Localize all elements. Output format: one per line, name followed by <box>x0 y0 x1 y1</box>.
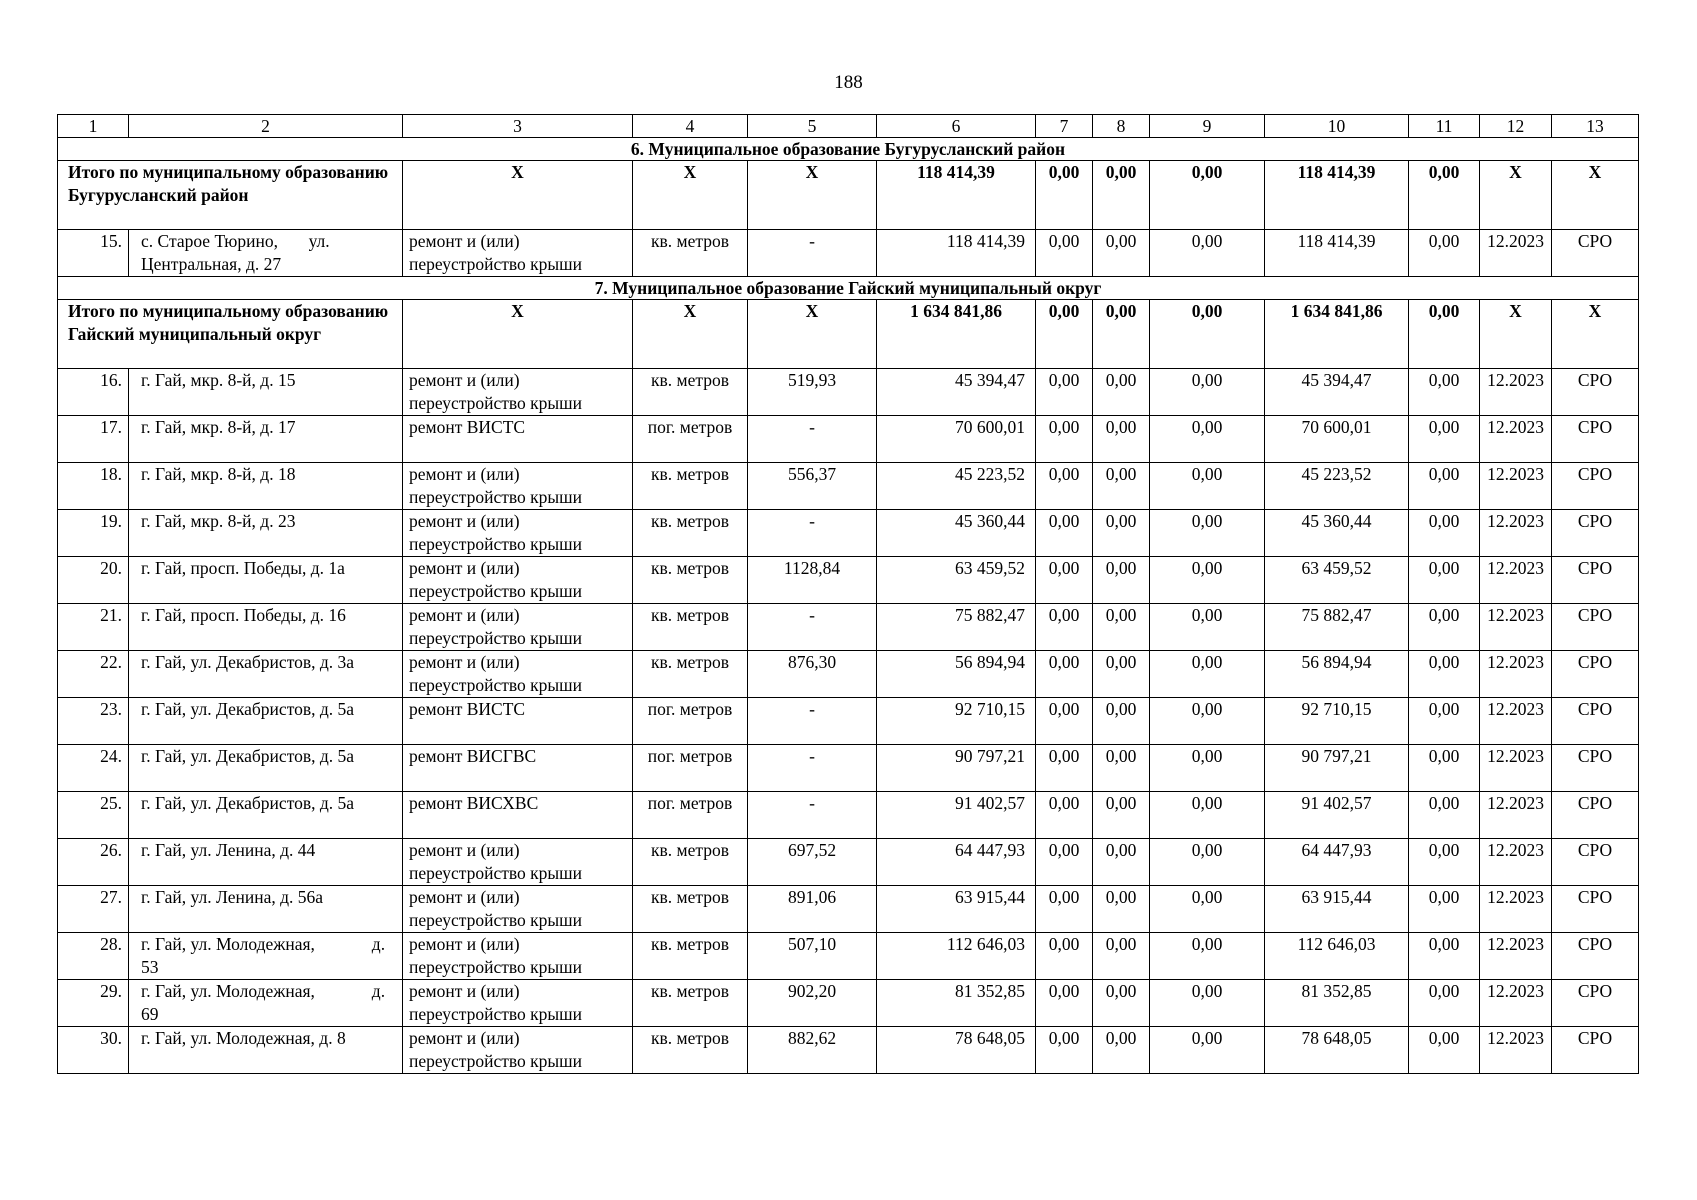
address: г. Гай, ул. Молодежная, д. 69 <box>129 980 403 1027</box>
col-8-value: 0,00 <box>1093 651 1150 698</box>
col-9-value: 0,00 <box>1150 230 1265 277</box>
col-8-value: 0,00 <box>1093 745 1150 792</box>
row-number: 26. <box>58 839 129 886</box>
table-row <box>58 792 1639 839</box>
completion-date: 12.2023 <box>1480 792 1552 839</box>
table-row <box>58 698 1639 745</box>
col-7-value: 0,00 <box>1036 651 1093 698</box>
total-c7: 0,00 <box>1036 300 1093 369</box>
col-7-value: 0,00 <box>1036 933 1093 980</box>
address: г. Гай, мкр. 8-й, д. 15 <box>129 369 403 416</box>
address: г. Гай, ул. Декабристов, д. 5а <box>129 745 403 792</box>
organization: СРО <box>1552 651 1639 698</box>
address: г. Гай, просп. Победы, д. 1а <box>129 557 403 604</box>
col-9-value: 0,00 <box>1150 416 1265 463</box>
col-11-value: 0,00 <box>1409 839 1480 886</box>
col-10-value: 78 648,05 <box>1265 1027 1409 1074</box>
total-c13: Х <box>1552 300 1639 369</box>
organization: СРО <box>1552 698 1639 745</box>
work-type: ремонт и (или) переустройство крыши <box>403 1027 633 1074</box>
completion-date: 12.2023 <box>1480 510 1552 557</box>
work-type: ремонт ВИСХВС <box>403 792 633 839</box>
organization: СРО <box>1552 980 1639 1027</box>
organization: СРО <box>1552 604 1639 651</box>
column-number-5: 5 <box>748 115 877 138</box>
total-c10: 1 634 841,86 <box>1265 300 1409 369</box>
address: г. Гай, ул. Декабристов, д. 3а <box>129 651 403 698</box>
col-10-value: 90 797,21 <box>1265 745 1409 792</box>
volume: 882,62 <box>748 1027 877 1074</box>
address: г. Гай, ул. Ленина, д. 56а <box>129 886 403 933</box>
work-type: ремонт и (или) переустройство крыши <box>403 230 633 277</box>
col-9-value: 0,00 <box>1150 557 1265 604</box>
col-10-value: 112 646,03 <box>1265 933 1409 980</box>
address: г. Гай, ул. Декабристов, д. 5а <box>129 698 403 745</box>
section-title: 6. Муниципальное образование Бугурусланский район <box>58 138 1639 161</box>
total-cost: 92 710,15 <box>877 698 1036 745</box>
column-number-9: 9 <box>1150 115 1265 138</box>
completion-date: 12.2023 <box>1480 369 1552 416</box>
total-cost: 64 447,93 <box>877 839 1036 886</box>
col-10-value: 92 710,15 <box>1265 698 1409 745</box>
completion-date: 12.2023 <box>1480 839 1552 886</box>
completion-date: 12.2023 <box>1480 463 1552 510</box>
total-c8: 0,00 <box>1093 161 1150 230</box>
col-9-value: 0,00 <box>1150 886 1265 933</box>
col-8-value: 0,00 <box>1093 980 1150 1027</box>
col-8-value: 0,00 <box>1093 369 1150 416</box>
col-8-value: 0,00 <box>1093 839 1150 886</box>
col-9-value: 0,00 <box>1150 651 1265 698</box>
section-total-label: Итого по муниципальному образованию Бугурусланский район <box>58 161 403 230</box>
column-number-1: 1 <box>58 115 129 138</box>
table-row <box>58 557 1639 604</box>
total-c5: Х <box>748 300 877 369</box>
address: г. Гай, ул. Молодежная, д. 8 <box>129 1027 403 1074</box>
col-11-value: 0,00 <box>1409 369 1480 416</box>
total-cost: 45 360,44 <box>877 510 1036 557</box>
col-9-value: 0,00 <box>1150 510 1265 557</box>
col-11-value: 0,00 <box>1409 557 1480 604</box>
work-type: ремонт ВИСТС <box>403 416 633 463</box>
col-10-value: 63 915,44 <box>1265 886 1409 933</box>
total-c12: Х <box>1480 161 1552 230</box>
col-8-value: 0,00 <box>1093 557 1150 604</box>
total-cost: 118 414,39 <box>877 230 1036 277</box>
volume: 556,37 <box>748 463 877 510</box>
completion-date: 12.2023 <box>1480 745 1552 792</box>
unit: пог. метров <box>633 792 748 839</box>
completion-date: 12.2023 <box>1480 230 1552 277</box>
col-9-value: 0,00 <box>1150 1027 1265 1074</box>
col-7-value: 0,00 <box>1036 416 1093 463</box>
col-11-value: 0,00 <box>1409 463 1480 510</box>
work-type: ремонт и (или) переустройство крыши <box>403 980 633 1027</box>
address: г. Гай, мкр. 8-й, д. 17 <box>129 416 403 463</box>
completion-date: 12.2023 <box>1480 886 1552 933</box>
completion-date: 12.2023 <box>1480 651 1552 698</box>
col-8-value: 0,00 <box>1093 510 1150 557</box>
total-cost: 90 797,21 <box>877 745 1036 792</box>
col-10-value: 45 394,47 <box>1265 369 1409 416</box>
col-11-value: 0,00 <box>1409 510 1480 557</box>
work-type: ремонт и (или) переустройство крыши <box>403 510 633 557</box>
col-11-value: 0,00 <box>1409 933 1480 980</box>
unit: кв. метров <box>633 980 748 1027</box>
total-cost: 70 600,01 <box>877 416 1036 463</box>
col-8-value: 0,00 <box>1093 698 1150 745</box>
unit: кв. метров <box>633 369 748 416</box>
organization: СРО <box>1552 416 1639 463</box>
row-number: 22. <box>58 651 129 698</box>
volume: - <box>748 745 877 792</box>
table-body <box>58 115 1639 1074</box>
volume: 519,93 <box>748 369 877 416</box>
unit: кв. метров <box>633 604 748 651</box>
column-number-12: 12 <box>1480 115 1552 138</box>
section-total-row <box>58 300 1639 369</box>
total-cost: 45 223,52 <box>877 463 1036 510</box>
total-c11: 0,00 <box>1409 161 1480 230</box>
unit: пог. метров <box>633 698 748 745</box>
total-cost: 81 352,85 <box>877 980 1036 1027</box>
volume: - <box>748 792 877 839</box>
table-row <box>58 839 1639 886</box>
col-8-value: 0,00 <box>1093 886 1150 933</box>
table-row <box>58 886 1639 933</box>
col-10-value: 91 402,57 <box>1265 792 1409 839</box>
col-10-value: 64 447,93 <box>1265 839 1409 886</box>
total-c6: 1 634 841,86 <box>877 300 1036 369</box>
total-cost: 45 394,47 <box>877 369 1036 416</box>
col-7-value: 0,00 <box>1036 463 1093 510</box>
total-c9: 0,00 <box>1150 300 1265 369</box>
col-7-value: 0,00 <box>1036 698 1093 745</box>
col-7-value: 0,00 <box>1036 886 1093 933</box>
row-number: 16. <box>58 369 129 416</box>
row-number: 28. <box>58 933 129 980</box>
work-type: ремонт и (или) переустройство крыши <box>403 604 633 651</box>
total-cost: 63 915,44 <box>877 886 1036 933</box>
work-type: ремонт и (или) переустройство крыши <box>403 886 633 933</box>
completion-date: 12.2023 <box>1480 980 1552 1027</box>
row-number: 23. <box>58 698 129 745</box>
col-9-value: 0,00 <box>1150 463 1265 510</box>
col-8-value: 0,00 <box>1093 604 1150 651</box>
total-c7: 0,00 <box>1036 161 1093 230</box>
unit: кв. метров <box>633 1027 748 1074</box>
column-number-10: 10 <box>1265 115 1409 138</box>
col-7-value: 0,00 <box>1036 980 1093 1027</box>
total-c4: Х <box>633 161 748 230</box>
section-title-row <box>58 138 1639 161</box>
work-type: ремонт и (или) переустройство крыши <box>403 839 633 886</box>
col-7-value: 0,00 <box>1036 510 1093 557</box>
organization: СРО <box>1552 933 1639 980</box>
total-c9: 0,00 <box>1150 161 1265 230</box>
table-row <box>58 230 1639 277</box>
row-number: 21. <box>58 604 129 651</box>
total-c5: Х <box>748 161 877 230</box>
total-cost: 112 646,03 <box>877 933 1036 980</box>
column-number-6: 6 <box>877 115 1036 138</box>
row-number: 17. <box>58 416 129 463</box>
row-number: 18. <box>58 463 129 510</box>
col-11-value: 0,00 <box>1409 416 1480 463</box>
unit: кв. метров <box>633 557 748 604</box>
work-type: ремонт и (или) переустройство крыши <box>403 933 633 980</box>
page-number: 188 <box>834 72 863 93</box>
column-number-7: 7 <box>1036 115 1093 138</box>
unit: кв. метров <box>633 510 748 557</box>
section-title: 7. Муниципальное образование Гайский муниципальный округ <box>58 277 1639 300</box>
unit: кв. метров <box>633 651 748 698</box>
organization: СРО <box>1552 230 1639 277</box>
col-10-value: 45 223,52 <box>1265 463 1409 510</box>
volume: 876,30 <box>748 651 877 698</box>
work-type: ремонт и (или) переустройство крыши <box>403 651 633 698</box>
volume: 1128,84 <box>748 557 877 604</box>
volume: - <box>748 510 877 557</box>
column-number-13: 13 <box>1552 115 1639 138</box>
col-10-value: 118 414,39 <box>1265 230 1409 277</box>
total-c12: Х <box>1480 300 1552 369</box>
column-number-2: 2 <box>129 115 403 138</box>
row-number: 30. <box>58 1027 129 1074</box>
volume: - <box>748 698 877 745</box>
completion-date: 12.2023 <box>1480 604 1552 651</box>
col-7-value: 0,00 <box>1036 1027 1093 1074</box>
work-type: ремонт и (или) переустройство крыши <box>403 557 633 604</box>
organization: СРО <box>1552 1027 1639 1074</box>
table-row <box>58 463 1639 510</box>
col-8-value: 0,00 <box>1093 792 1150 839</box>
volume: 697,52 <box>748 839 877 886</box>
work-type: ремонт и (или) переустройство крыши <box>403 369 633 416</box>
address: г. Гай, мкр. 8-й, д. 23 <box>129 510 403 557</box>
col-9-value: 0,00 <box>1150 369 1265 416</box>
col-8-value: 0,00 <box>1093 1027 1150 1074</box>
address: с. Старое Тюрино, ул. Центральная, д. 27 <box>129 230 403 277</box>
col-7-value: 0,00 <box>1036 369 1093 416</box>
organization: СРО <box>1552 510 1639 557</box>
col-9-value: 0,00 <box>1150 745 1265 792</box>
address: г. Гай, ул. Декабристов, д. 5а <box>129 792 403 839</box>
total-c6: 118 414,39 <box>877 161 1036 230</box>
column-number-row <box>58 115 1639 138</box>
total-cost: 56 894,94 <box>877 651 1036 698</box>
col-8-value: 0,00 <box>1093 463 1150 510</box>
col-9-value: 0,00 <box>1150 839 1265 886</box>
row-number: 15. <box>58 230 129 277</box>
total-c10: 118 414,39 <box>1265 161 1409 230</box>
address: г. Гай, ул. Молодежная, д. 53 <box>129 933 403 980</box>
table-row <box>58 510 1639 557</box>
col-10-value: 70 600,01 <box>1265 416 1409 463</box>
address: г. Гай, мкр. 8-й, д. 18 <box>129 463 403 510</box>
col-11-value: 0,00 <box>1409 604 1480 651</box>
address: г. Гай, просп. Победы, д. 16 <box>129 604 403 651</box>
table-row <box>58 745 1639 792</box>
capital-repair-table <box>57 114 1639 1074</box>
col-8-value: 0,00 <box>1093 230 1150 277</box>
volume: 902,20 <box>748 980 877 1027</box>
total-c11: 0,00 <box>1409 300 1480 369</box>
unit: кв. метров <box>633 886 748 933</box>
col-9-value: 0,00 <box>1150 933 1265 980</box>
completion-date: 12.2023 <box>1480 698 1552 745</box>
col-9-value: 0,00 <box>1150 698 1265 745</box>
table-row <box>58 1027 1639 1074</box>
column-number-11: 11 <box>1409 115 1480 138</box>
table-row <box>58 980 1639 1027</box>
organization: СРО <box>1552 839 1639 886</box>
organization: СРО <box>1552 792 1639 839</box>
total-c13: Х <box>1552 161 1639 230</box>
col-9-value: 0,00 <box>1150 980 1265 1027</box>
section-total-row <box>58 161 1639 230</box>
organization: СРО <box>1552 557 1639 604</box>
total-cost: 78 648,05 <box>877 1027 1036 1074</box>
col-11-value: 0,00 <box>1409 651 1480 698</box>
completion-date: 12.2023 <box>1480 1027 1552 1074</box>
address: г. Гай, ул. Ленина, д. 44 <box>129 839 403 886</box>
row-number: 25. <box>58 792 129 839</box>
unit: пог. метров <box>633 416 748 463</box>
unit: кв. метров <box>633 463 748 510</box>
col-7-value: 0,00 <box>1036 839 1093 886</box>
table-row <box>58 651 1639 698</box>
col-11-value: 0,00 <box>1409 230 1480 277</box>
table-row <box>58 416 1639 463</box>
col-7-value: 0,00 <box>1036 792 1093 839</box>
col-11-value: 0,00 <box>1409 1027 1480 1074</box>
table-row <box>58 933 1639 980</box>
col-10-value: 45 360,44 <box>1265 510 1409 557</box>
unit: пог. метров <box>633 745 748 792</box>
table-row <box>58 604 1639 651</box>
table-row <box>58 369 1639 416</box>
col-10-value: 81 352,85 <box>1265 980 1409 1027</box>
completion-date: 12.2023 <box>1480 933 1552 980</box>
col-10-value: 56 894,94 <box>1265 651 1409 698</box>
organization: СРО <box>1552 886 1639 933</box>
col-10-value: 63 459,52 <box>1265 557 1409 604</box>
organization: СРО <box>1552 463 1639 510</box>
column-number-4: 4 <box>633 115 748 138</box>
col-8-value: 0,00 <box>1093 933 1150 980</box>
total-c4: Х <box>633 300 748 369</box>
row-number: 20. <box>58 557 129 604</box>
row-number: 29. <box>58 980 129 1027</box>
organization: СРО <box>1552 745 1639 792</box>
col-11-value: 0,00 <box>1409 886 1480 933</box>
col-11-value: 0,00 <box>1409 698 1480 745</box>
volume: - <box>748 230 877 277</box>
total-c8: 0,00 <box>1093 300 1150 369</box>
col-11-value: 0,00 <box>1409 980 1480 1027</box>
col-11-value: 0,00 <box>1409 792 1480 839</box>
total-c3: Х <box>403 161 633 230</box>
column-number-3: 3 <box>403 115 633 138</box>
row-number: 19. <box>58 510 129 557</box>
unit: кв. метров <box>633 839 748 886</box>
work-type: ремонт и (или) переустройство крыши <box>403 463 633 510</box>
completion-date: 12.2023 <box>1480 557 1552 604</box>
col-7-value: 0,00 <box>1036 230 1093 277</box>
volume: 507,10 <box>748 933 877 980</box>
col-9-value: 0,00 <box>1150 792 1265 839</box>
section-total-label: Итого по муниципальному образованию Гайский муниципальный округ <box>58 300 403 369</box>
column-number-8: 8 <box>1093 115 1150 138</box>
col-8-value: 0,00 <box>1093 416 1150 463</box>
total-cost: 75 882,47 <box>877 604 1036 651</box>
work-type: ремонт ВИСГВС <box>403 745 633 792</box>
col-7-value: 0,00 <box>1036 604 1093 651</box>
col-10-value: 75 882,47 <box>1265 604 1409 651</box>
volume: - <box>748 416 877 463</box>
row-number: 27. <box>58 886 129 933</box>
total-c3: Х <box>403 300 633 369</box>
volume: 891,06 <box>748 886 877 933</box>
section-title-row <box>58 277 1639 300</box>
completion-date: 12.2023 <box>1480 416 1552 463</box>
row-number: 24. <box>58 745 129 792</box>
volume: - <box>748 604 877 651</box>
organization: СРО <box>1552 369 1639 416</box>
work-type: ремонт ВИСТС <box>403 698 633 745</box>
unit: кв. метров <box>633 933 748 980</box>
total-cost: 63 459,52 <box>877 557 1036 604</box>
col-11-value: 0,00 <box>1409 745 1480 792</box>
unit: кв. метров <box>633 230 748 277</box>
col-7-value: 0,00 <box>1036 745 1093 792</box>
total-cost: 91 402,57 <box>877 792 1036 839</box>
col-9-value: 0,00 <box>1150 604 1265 651</box>
col-7-value: 0,00 <box>1036 557 1093 604</box>
